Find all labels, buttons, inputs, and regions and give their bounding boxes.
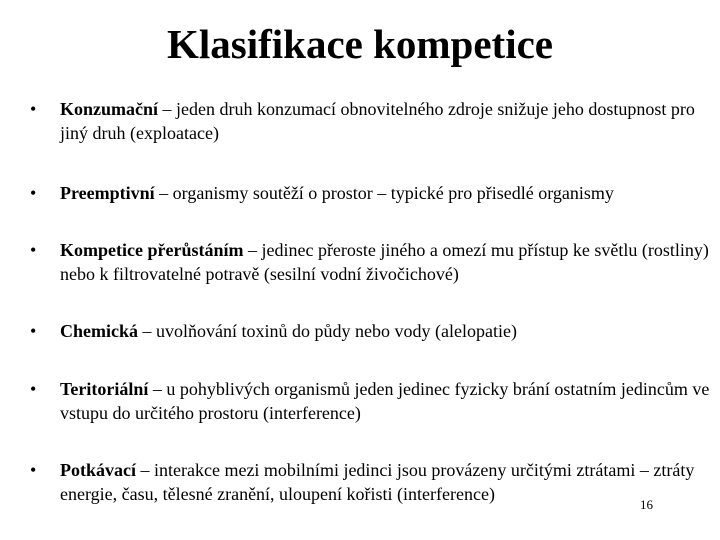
bullet-description: – u pohyblivých organismů jeden jedinec fyzicky brání ostatním jedincům ve vstupu do určitého prostoru (interference) — [60, 379, 710, 423]
bullet-term: Kompetice přerůstáním — [60, 240, 244, 260]
bullet-term: Preemptivní — [60, 183, 155, 203]
bullet-description: – jedinec přeroste jiného a omezí mu přístup ke světlu (rostliny) nebo k filtrovatelné potravě (sesilní vodní živočichové) — [60, 240, 709, 284]
bullet-description: – interakce mezi mobilními jedinci jsou provázeny určitými ztrátami – ztráty energie, času, tělesné zranění, uloupení kořisti (interference) — [60, 460, 695, 504]
bullet-icon: • — [30, 460, 37, 480]
bullet-term: Potkávací — [60, 460, 136, 480]
bullet-text — [60, 319, 710, 343]
bullet-icon: • — [30, 99, 37, 119]
bullet-description: – uvolňování toxinů do půdy nebo vody (alelopatie) — [138, 321, 517, 341]
bullet-text — [60, 181, 710, 205]
bullet-item-preemptivni — [30, 181, 710, 205]
bullet-text — [60, 97, 710, 145]
bullet-item-teritorialni — [30, 377, 710, 425]
slide-title: Klasifikace kompetice — [166, 21, 554, 67]
bullet-description: – jeden druh konzumací obnovitelného zdroje snižuje jeho dostupnost pro jiný druh (exploatace) — [60, 99, 695, 143]
bullet-icon: • — [30, 183, 37, 203]
bullet-item-chemicka — [30, 319, 710, 343]
bullet-item-konzumacni — [30, 97, 710, 145]
bullet-item-prerustanim — [30, 238, 710, 286]
bullet-text — [60, 458, 710, 506]
page-number: 16 — [640, 497, 653, 512]
bullet-icon: • — [30, 379, 37, 399]
bullet-text — [60, 238, 710, 286]
bullet-term: Chemická — [60, 321, 138, 341]
bullet-icon: • — [30, 321, 37, 341]
bullet-description: – organismy soutěží o prostor – typické pro přisedlé organismy — [154, 183, 614, 203]
bullet-item-potkavaci — [30, 458, 710, 506]
bullet-term: Teritoriální — [60, 379, 149, 399]
bullet-icon: • — [30, 240, 37, 260]
bullet-text — [60, 377, 710, 425]
bullet-term: Konzumační — [60, 99, 159, 119]
